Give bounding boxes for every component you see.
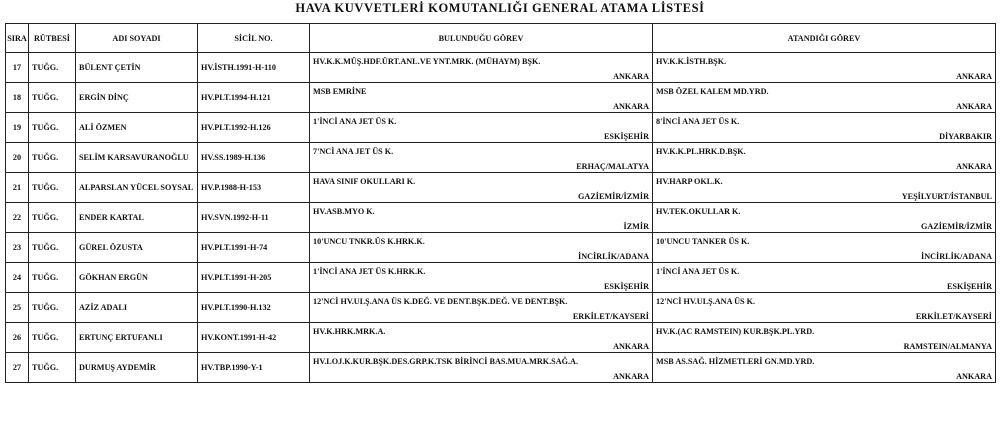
name-cell	[76, 203, 198, 233]
assigned-post-location: RAMSTEIN/ALMANYA	[903, 341, 992, 351]
table-body	[6, 53, 996, 383]
sicil-value: HV.KONT.1991-H-42	[201, 332, 277, 342]
current-post-location: ESKİŞEHİR	[603, 131, 649, 141]
current-post-location: ERKİLET/KAYSERİ	[572, 311, 649, 321]
assigned-post-location: YEŞİLYURT/İSTANBUL	[901, 191, 992, 201]
assigned-post-value: HV.K.K.PL.HRK.D.BŞK.	[656, 147, 746, 156]
sicil-cell	[198, 353, 310, 383]
sicil-cell	[198, 83, 310, 113]
sicil-value: HV.PLT.1994-H.121	[201, 92, 271, 102]
sira-cell	[6, 263, 29, 293]
assigned-post-location: ANKARA	[956, 101, 992, 111]
assigned-post-cell	[653, 233, 996, 263]
sicil-cell	[198, 263, 310, 293]
table-row	[6, 293, 996, 323]
sira-cell	[6, 83, 29, 113]
rutbe-cell	[29, 293, 76, 323]
sira-cell	[6, 233, 29, 263]
sicil-cell	[198, 293, 310, 323]
rutbe-value: TUĞG.	[32, 272, 59, 282]
table-row	[6, 173, 996, 203]
name-value: ALPARSLAN YÜCEL SOYSAL	[79, 182, 194, 192]
sicil-cell	[198, 323, 310, 353]
current-post-value: HV.K.HRK.MRK.A.	[313, 327, 386, 336]
rutbe-cell	[29, 263, 76, 293]
sira-value: 26	[12, 332, 22, 342]
sira-value: 25	[12, 302, 22, 312]
rutbe-cell	[29, 203, 76, 233]
current-post-cell	[310, 323, 653, 353]
sira-cell	[6, 113, 29, 143]
sira-value: 17	[12, 62, 22, 72]
current-post-location: ANKARA	[613, 341, 649, 351]
assigned-post-cell	[653, 173, 996, 203]
assigned-post-value: HV.K.K.İSTH.BŞK.	[656, 57, 727, 66]
sira-cell	[6, 323, 29, 353]
current-post-location: ESKİŞEHİR	[603, 281, 649, 291]
current-post-location: İNCİRLİK/ADANA	[578, 251, 649, 261]
rutbe-value: TUĞG.	[32, 92, 59, 102]
current-post-value: HAVA SINIF OKULLARI K.	[313, 177, 416, 186]
rutbe-value: TUĞG.	[32, 362, 59, 372]
assigned-post-cell	[653, 293, 996, 323]
assigned-post-value: 12'NCİ HV.ULŞ.ANA ÜS K.	[656, 297, 756, 306]
sicil-value: HV.PLT.1991-H-205	[201, 272, 272, 282]
current-post-value: 1'İNCİ ANA JET ÜS K.HRK.K.	[313, 267, 426, 276]
rutbe-value: TUĞG.	[32, 182, 59, 192]
assigned-post-value: HV.HARP OKL.K.	[656, 177, 723, 186]
assigned-post-cell	[653, 143, 996, 173]
sicil-value: HV.PLT.1992-H.126	[201, 122, 271, 132]
rutbe-value: TUĞG.	[32, 152, 59, 162]
rutbe-cell	[29, 83, 76, 113]
rutbe-cell	[29, 143, 76, 173]
assigned-post-location: DİYARBAKIR	[939, 131, 992, 141]
assigned-post-cell	[653, 323, 996, 353]
sicil-value: HV.İSTH.1991-H-110	[201, 62, 276, 72]
sira-value: 24	[12, 272, 22, 282]
assigned-post-location: ANKARA	[956, 161, 992, 171]
sicil-value: HV.PLT.1991-H-74	[201, 242, 268, 252]
sira-value: 23	[12, 242, 22, 252]
column-header-atandigi-gorev: ATANDIĞI GÖREV	[653, 24, 996, 53]
current-post-cell	[310, 233, 653, 263]
sira-cell	[6, 203, 29, 233]
sicil-cell	[198, 113, 310, 143]
sicil-cell	[198, 233, 310, 263]
assignment-table	[5, 23, 996, 383]
current-post-cell	[310, 203, 653, 233]
name-value: GÜREL ÖZUSTA	[79, 242, 143, 252]
rutbe-cell	[29, 323, 76, 353]
sira-cell	[6, 293, 29, 323]
rutbe-cell	[29, 113, 76, 143]
rutbe-value: TUĞG.	[32, 302, 59, 312]
sicil-value: HV.SS.1989-H.136	[201, 152, 266, 162]
sira-value: 18	[12, 92, 22, 102]
column-header-adi-soyadi: ADI SOYADI	[76, 24, 198, 53]
name-cell	[76, 173, 198, 203]
name-cell	[76, 353, 198, 383]
table-row	[6, 323, 996, 353]
rutbe-cell	[29, 233, 76, 263]
name-cell	[76, 323, 198, 353]
current-post-location: ANKARA	[613, 71, 649, 81]
assigned-post-location: ANKARA	[956, 371, 992, 381]
current-post-location: ANKARA	[613, 371, 649, 381]
current-post-cell	[310, 113, 653, 143]
assigned-post-cell	[653, 353, 996, 383]
table-row	[6, 113, 996, 143]
name-cell	[76, 83, 198, 113]
name-cell	[76, 143, 198, 173]
name-cell	[76, 263, 198, 293]
name-value: GÖKHAN ERGÜN	[79, 272, 148, 282]
assigned-post-value: 1'İNCİ ANA JET ÜS K.	[656, 267, 740, 276]
name-cell	[76, 53, 198, 83]
current-post-location: ANKARA	[613, 101, 649, 111]
assigned-post-value: HV.TEK.OKULLAR K.	[656, 207, 741, 216]
name-cell	[76, 233, 198, 263]
sicil-value: HV.P.1988-H-153	[201, 182, 262, 192]
sicil-value: HV.PLT.1990-H.132	[201, 302, 271, 312]
assigned-post-cell	[653, 113, 996, 143]
rutbe-cell	[29, 173, 76, 203]
sicil-value: HV.TBP.1990-Y-1	[201, 362, 263, 372]
header-row	[6, 24, 996, 53]
sira-value: 21	[12, 182, 22, 192]
current-post-cell	[310, 143, 653, 173]
current-post-value: MSB EMRİNE	[313, 87, 367, 96]
column-header-rutbe: RÜTBESİ	[29, 24, 76, 53]
table-row	[6, 143, 996, 173]
current-post-cell	[310, 173, 653, 203]
current-post-value: HV.LOJ.K.KUR.BŞK.DES.GRP.K.TSK BİRİNCİ BAS.MUA.MRK.SAĞ.A.	[313, 357, 578, 366]
rutbe-value: TUĞG.	[32, 62, 59, 72]
table-header	[6, 24, 996, 53]
assigned-post-location: ERKİLET/KAYSERİ	[915, 311, 992, 321]
assigned-post-value: MSB ÖZEL KALEM MD.YRD.	[656, 87, 769, 96]
document-title: HAVA KUVVETLERİ KOMUTANLIĞI GENERAL ATAMA LİSTESİ	[295, 1, 705, 15]
sicil-value: HV.SVN.1992-H-11	[201, 212, 269, 222]
assigned-post-value: 8'İNCİ ANA JET ÜS K.	[656, 117, 740, 126]
sicil-cell	[198, 203, 310, 233]
sira-cell	[6, 53, 29, 83]
name-cell	[76, 293, 198, 323]
rutbe-value: TUĞG.	[32, 212, 59, 222]
rutbe-value: TUĞG.	[32, 122, 59, 132]
name-cell	[76, 113, 198, 143]
sira-value: 22	[12, 212, 22, 222]
name-value: ENDER KARTAL	[79, 212, 144, 222]
name-value: ALİ ÖZMEN	[79, 122, 127, 132]
current-post-value: 1'İNCİ ANA JET ÜS K.	[313, 117, 397, 126]
current-post-location: ERHAÇ/MALATYA	[576, 161, 649, 171]
table-row	[6, 353, 996, 383]
name-value: SELİM KARSAVURANOĞLU	[79, 152, 189, 162]
name-value: ERGİN DİNÇ	[79, 92, 129, 102]
assigned-post-cell	[653, 263, 996, 293]
current-post-value: 7'NCİ ANA JET ÜS K.	[313, 147, 394, 156]
assigned-post-cell	[653, 53, 996, 83]
name-value: BÜLENT ÇETİN	[79, 62, 141, 72]
current-post-value: HV.ASB.MYO K.	[313, 207, 375, 216]
assigned-post-location: İNCİRLİK/ADANA	[921, 251, 992, 261]
column-header-bulundugu-gorev: BULUNDUĞU GÖREV	[310, 24, 653, 53]
current-post-cell	[310, 293, 653, 323]
table-row	[6, 83, 996, 113]
assigned-post-value: MSB AS.SAĞ. HİZMETLERİ GN.MD.YRD.	[656, 357, 815, 366]
assigned-post-location: ESKİŞEHİR	[946, 281, 992, 291]
name-value: AZİZ ADALI	[79, 302, 128, 312]
rutbe-value: TUĞG.	[32, 332, 59, 342]
sira-value: 20	[12, 152, 22, 162]
current-post-cell	[310, 83, 653, 113]
sira-cell	[6, 353, 29, 383]
sira-value: 27	[12, 362, 22, 372]
current-post-cell	[310, 263, 653, 293]
table-row	[6, 263, 996, 293]
table-row	[6, 233, 996, 263]
sicil-cell	[198, 53, 310, 83]
sicil-cell	[198, 173, 310, 203]
assigned-post-value: HV.K.(AC RAMSTEIN) KUR.BŞK.PL.YRD.	[656, 327, 815, 336]
assigned-post-location: ANKARA	[956, 71, 992, 81]
name-value: DURMUŞ AYDEMİR	[79, 362, 156, 372]
assigned-post-cell	[653, 203, 996, 233]
current-post-location: İZMİR	[623, 221, 649, 231]
sira-cell	[6, 143, 29, 173]
sira-cell	[6, 173, 29, 203]
assigned-post-location: GAZİEMİR/İZMİR	[921, 221, 992, 231]
name-value: ERTUNÇ ERTUFANLI	[79, 332, 163, 342]
rutbe-cell	[29, 53, 76, 83]
assigned-post-cell	[653, 83, 996, 113]
table-row	[6, 53, 996, 83]
current-post-location: GAZİEMİR/İZMİR	[578, 191, 649, 201]
column-header-sicil-no: SİCİL NO.	[198, 24, 310, 53]
current-post-value: 10'UNCU TNKR.ÜS K.HRK.K.	[313, 237, 425, 246]
assigned-post-value: 10'UNCU TANKER ÜS K.	[656, 237, 750, 246]
current-post-value: HV.K.K.MÜŞ.HDF.ÜRT.ANL.VE YNT.MRK. (MÜHAYM) BŞK.	[313, 57, 541, 66]
rutbe-cell	[29, 353, 76, 383]
column-header-sira: SIRA	[6, 24, 29, 53]
sicil-cell	[198, 143, 310, 173]
current-post-cell	[310, 353, 653, 383]
sira-value: 19	[12, 122, 22, 132]
rutbe-value: TUĞG.	[32, 242, 59, 252]
current-post-value: 12'NCİ HV.ULŞ.ANA ÜS K.DEĞ. VE DENT.BŞK.DEĞ. VE DENT.BŞK.	[313, 297, 568, 306]
current-post-cell	[310, 53, 653, 83]
table-row	[6, 203, 996, 233]
